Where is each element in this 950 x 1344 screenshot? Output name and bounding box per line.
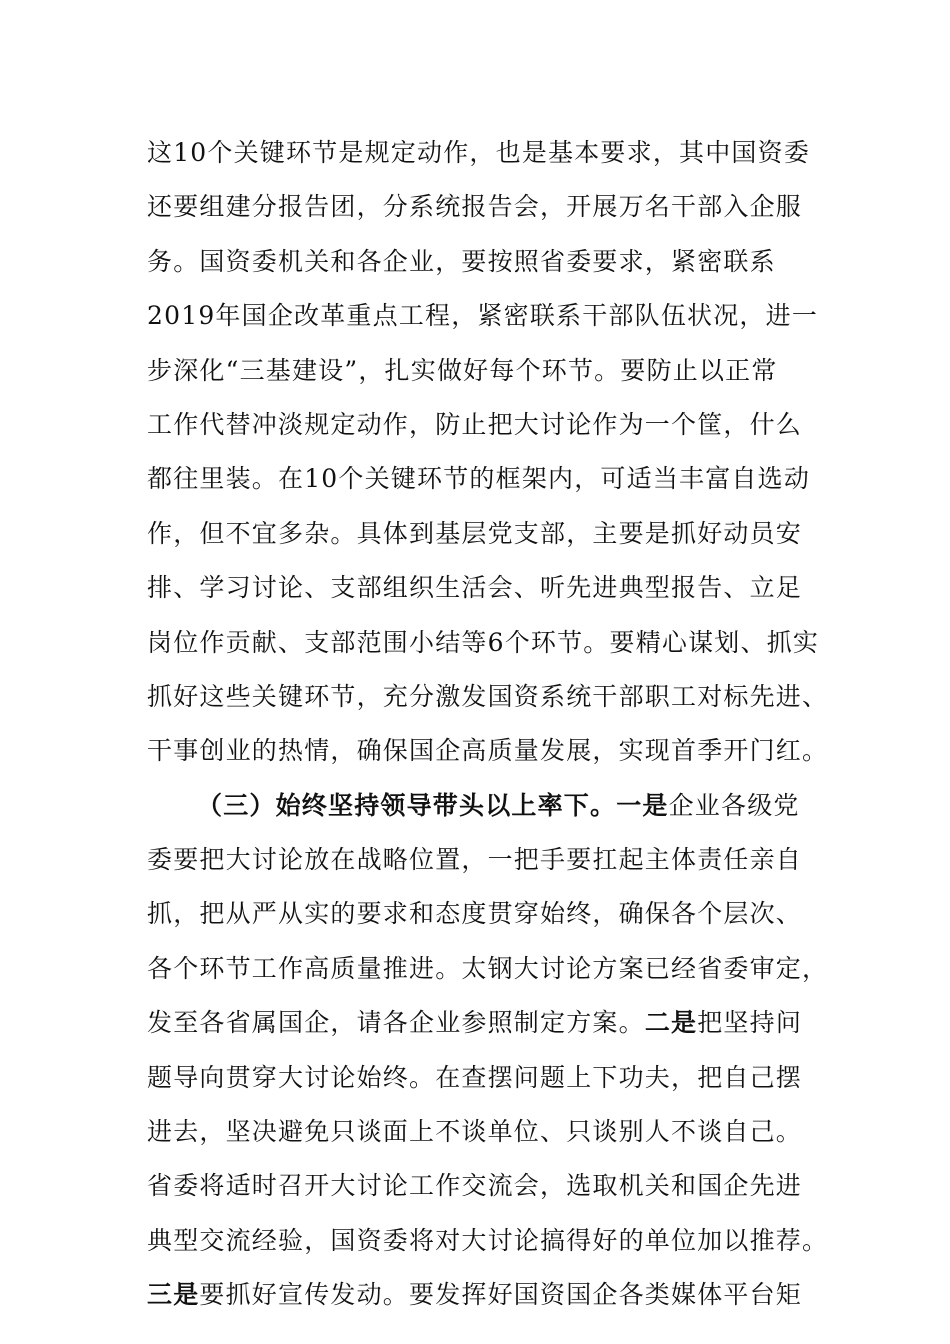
point-marker-first: 一是 — [616, 790, 669, 820]
paragraph-text: 企业各级党 — [668, 790, 800, 820]
paragraph-line: 这10个关键环节是规定动作，也是基本要求，其中国资委 — [147, 138, 811, 167]
point-marker-second: 二是 — [644, 1008, 698, 1038]
paragraph-text: 要抓好宣传发动。要发挥好国资国企各类媒体平台矩 — [199, 1280, 803, 1310]
paragraph-line: 排、学习讨论、支部组织生活会、听先进典型报告、立足 — [147, 573, 803, 603]
paragraph-line: 务。国资委机关和各企业，要按照省委要求，紧密联系 — [147, 246, 776, 276]
paragraph-line: 抓好这些关键环节，充分激发国资系统干部职工对标先进、 — [147, 681, 829, 711]
paragraph-line: 省委将适时召开大讨论工作交流会，选取机关和国企先进 — [147, 1171, 803, 1201]
paragraph-line — [147, 1268, 807, 1322]
paragraph-line: 还要组建分报告团，分系统报告会，开展万名干部入企服 — [147, 192, 803, 222]
paragraph-line: 各个环节工作高质量推进。太钢大讨论方案已经省委审定， — [147, 953, 829, 983]
paragraph-line: 2019年国企改革重点工程，紧密联系干部队伍状况，进一 — [147, 301, 819, 331]
paragraph-line: 典型交流经验，国资委将对大讨论搞得好的单位加以推荐。 — [147, 1225, 829, 1255]
paragraph-line: 工作代替冲淡规定动作，防止把大讨论作为一个筐，什么 — [147, 409, 803, 439]
paragraph-line: 岗位作贡献、支部范围小结等6个环节。要精心谋划、抓实 — [147, 627, 820, 657]
paragraph-line: 步深化“三基建设”，扎实做好每个环节。要防止以正常 — [147, 355, 778, 385]
section-heading-line — [147, 779, 807, 833]
paragraph-text: 发至各省属国企，请各企业参照制定方案。 — [147, 1008, 645, 1038]
paragraph-text: 把坚持问 — [697, 1008, 803, 1038]
paragraph-line: 干事创业的热情，确保国企高质量发展，实现首季开门红。 — [147, 736, 829, 766]
section-heading: （三）始终坚持领导带头以上率下。 — [197, 790, 617, 820]
paragraph-line: 委要把大讨论放在战略位置，一把手要扛起主体责任亲自 — [147, 845, 803, 875]
paragraph-line — [147, 996, 807, 1050]
paragraph-line: 抓，把从严从实的要求和态度贯穿始终，确保各个层次、 — [147, 899, 803, 929]
paragraph-line: 作，但不宜多杂。具体到基层党支部，主要是抓好动员安 — [147, 518, 803, 548]
paragraph-line: 都往里装。在10个关键环节的框架内，可适当丰富自选动 — [147, 464, 811, 494]
point-marker-third: 三是 — [147, 1280, 200, 1310]
paragraph-line: 题导向贯穿大讨论始终。在查摆问题上下功夫，把自己摆 — [147, 1062, 803, 1092]
paragraph-line: 进去，坚决避免只谈面上不谈单位、只谈别人不谈自己。 — [147, 1117, 803, 1147]
body-text — [147, 126, 829, 1323]
